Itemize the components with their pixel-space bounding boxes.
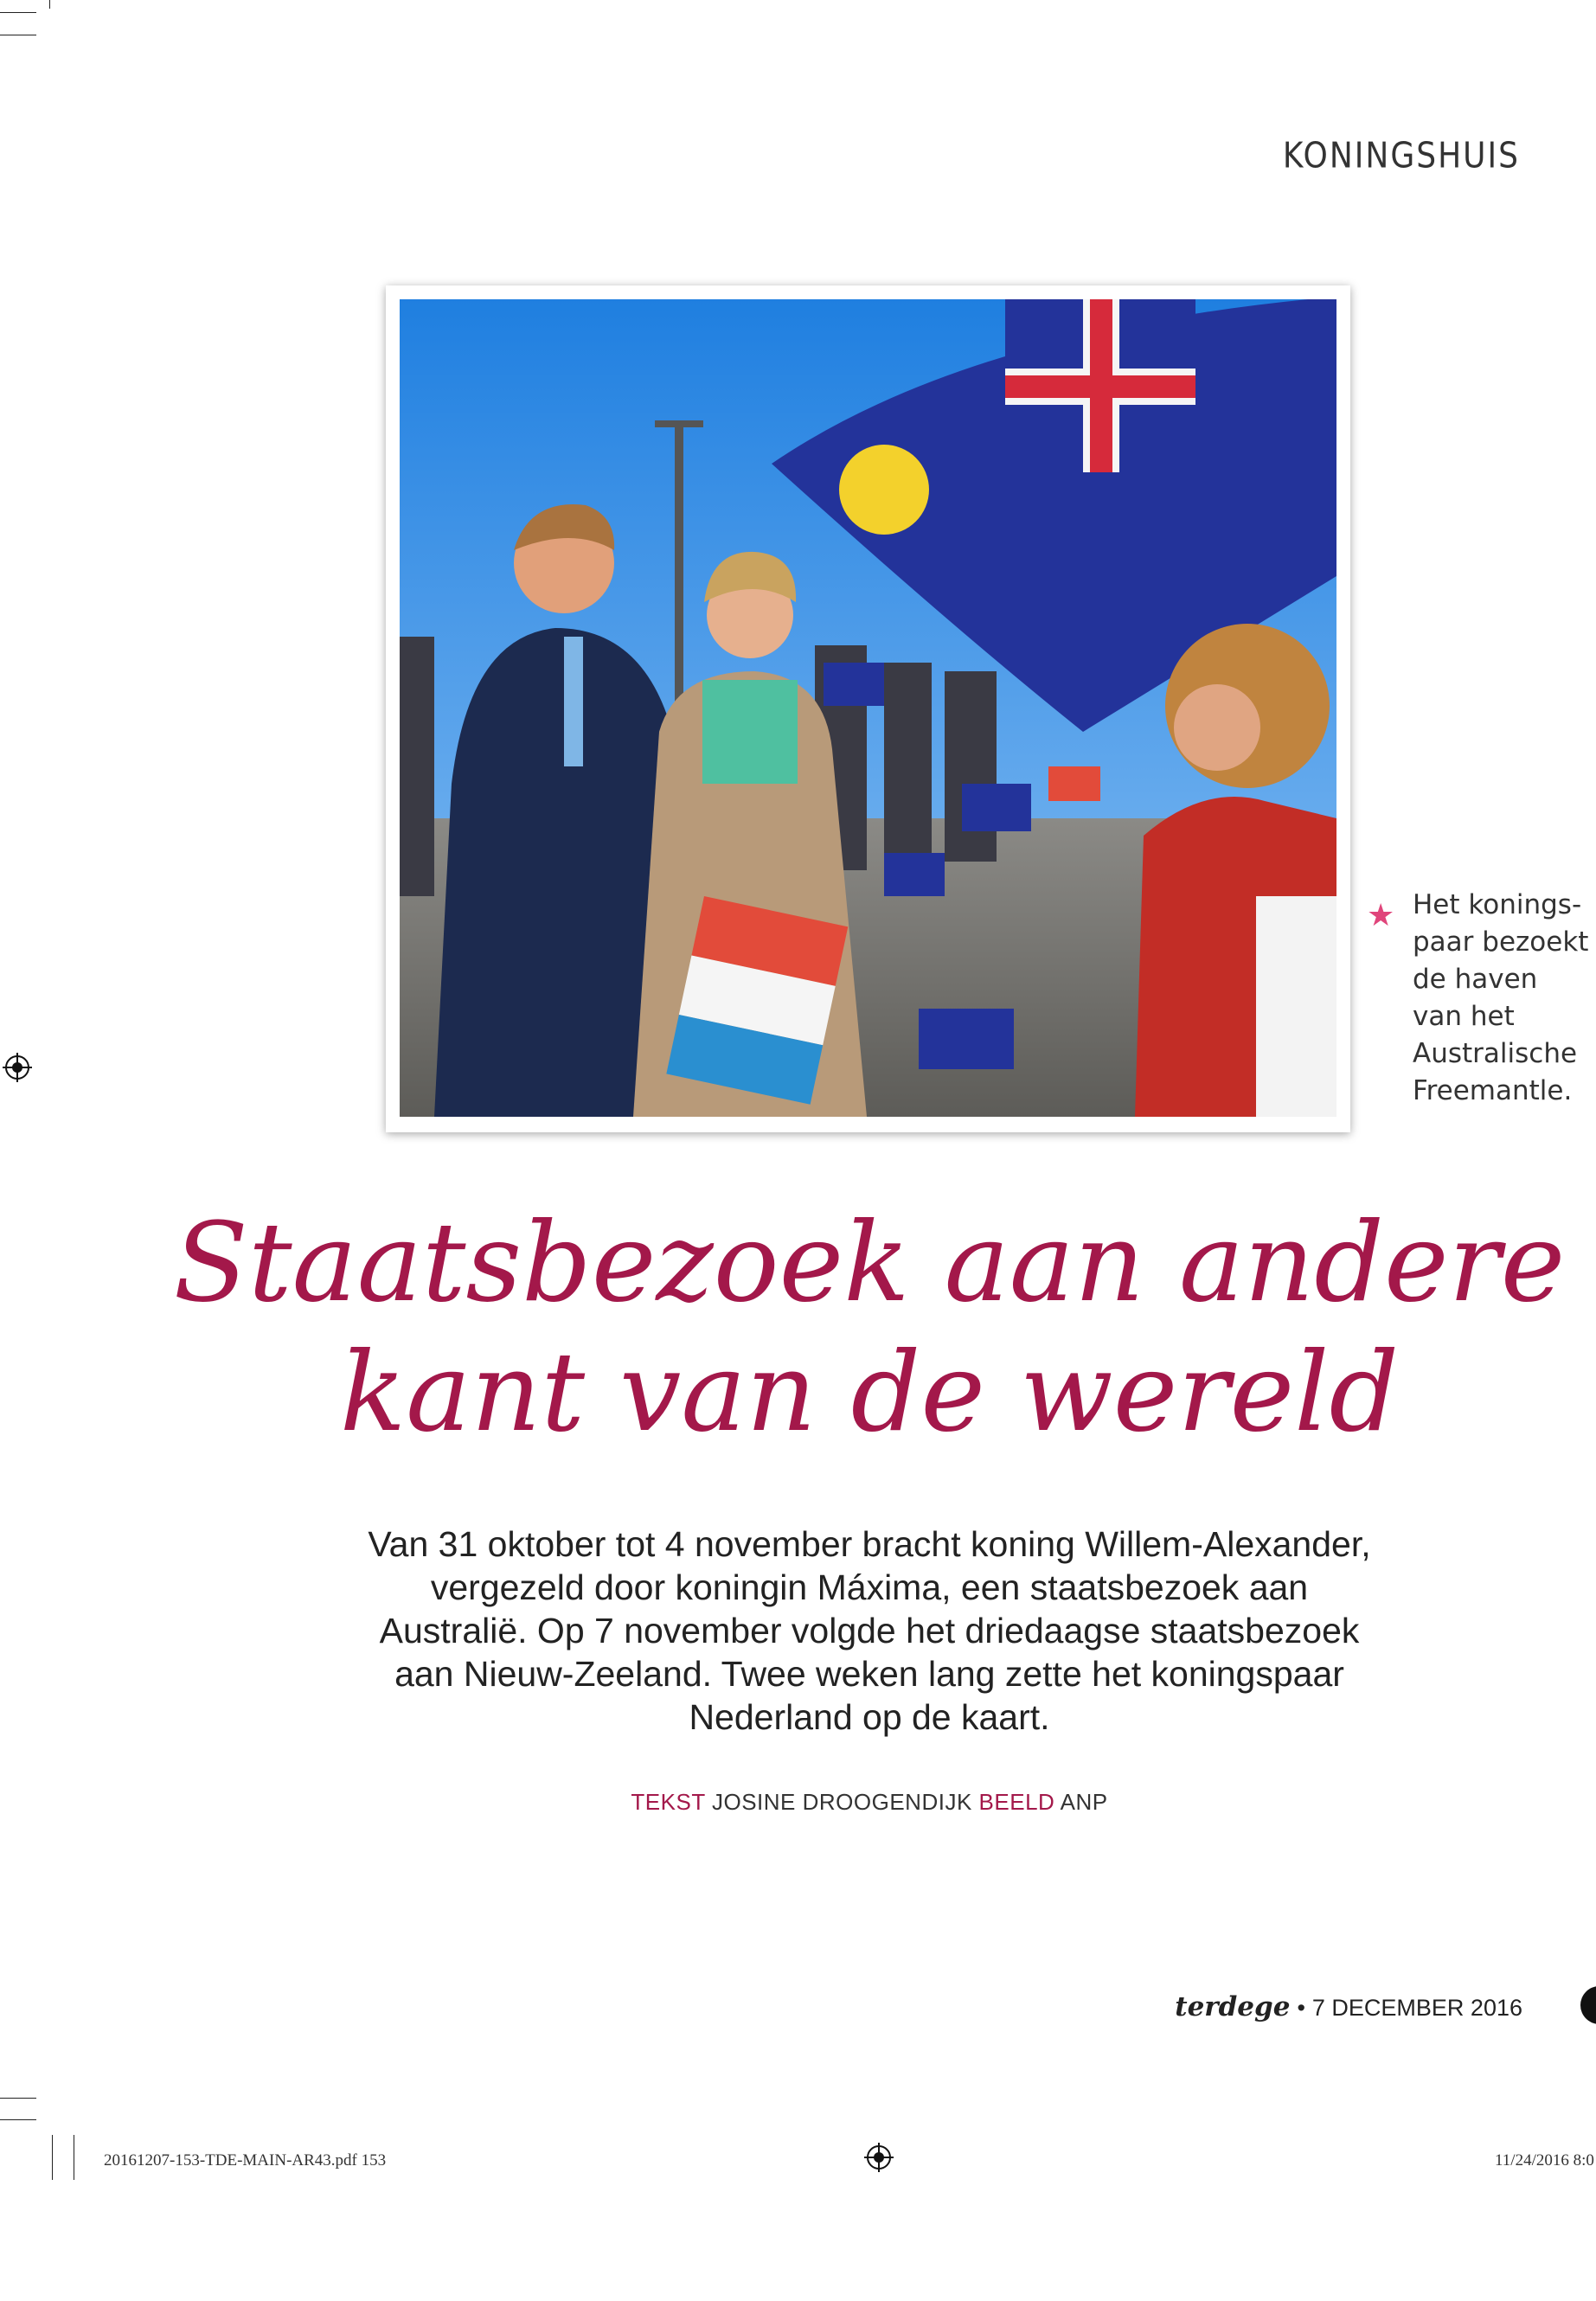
article-credits: [0, 1789, 1596, 1816]
issue-date: 7 DECEMBER 2016: [1311, 1995, 1522, 2021]
intro-line: vergezeld door koningin Máxima, een staatsbezoek aan: [430, 1567, 1309, 1607]
crop-mark: [0, 2119, 36, 2120]
caption-line: paar bezoekt: [1413, 926, 1589, 958]
photo-illustration: [400, 299, 1336, 1117]
intro-line: aan Nieuw-Zeeland. Twee weken lang zette het koningspaar: [394, 1654, 1344, 1694]
caption-line: Het konings-: [1413, 889, 1582, 920]
credit-text-label: TEKST: [631, 1789, 706, 1815]
photo-caption: [1413, 887, 1589, 1110]
credit-image-label: BEELD: [978, 1789, 1055, 1815]
intro-line: Australië. Op 7 november volgde het driedaagse staatsbezoek: [379, 1611, 1360, 1650]
article-headline: [173, 1198, 1566, 1458]
footer-brand: [1175, 1991, 1522, 2022]
registration-mark-icon: [3, 1053, 32, 1082]
intro-line: Van 31 oktober tot 4 november bracht koning Willem-Alexander,: [368, 1524, 1371, 1564]
print-slug-date: 11/24/2016 8:0: [1495, 2151, 1594, 2170]
crop-mark: [0, 2098, 36, 2099]
article-photo: [400, 299, 1336, 1117]
credit-image-source: ANP: [1060, 1789, 1108, 1815]
crop-mark: [52, 2135, 53, 2180]
caption-line: van het: [1413, 1001, 1515, 1032]
section-label: KONINGSHUIS: [1282, 135, 1520, 177]
king-tie: [564, 637, 583, 766]
headline-line: Staatsbezoek aan andere: [173, 1199, 1566, 1326]
crop-mark: [0, 12, 36, 13]
registration-mark-icon: [864, 2143, 894, 2172]
brand-logo: terdege: [1175, 1991, 1291, 2022]
crop-mark: [49, 0, 50, 9]
article-intro: [285, 1522, 1453, 1739]
separator-dot: •: [1297, 1995, 1305, 2021]
caption-line: Australische: [1413, 1038, 1578, 1069]
page-number-tab: [1580, 1986, 1596, 2024]
print-slug-file: 20161207-153-TDE-MAIN-AR43.pdf 153: [104, 2151, 387, 2170]
headline-line: kant van de wereld: [339, 1329, 1400, 1456]
credit-author: JOSINE DROOGENDIJK: [711, 1789, 972, 1815]
caption-line: Freemantle.: [1413, 1075, 1573, 1106]
star-icon: ★: [1367, 897, 1395, 933]
lamp-head: [655, 420, 703, 427]
intro-line: Nederland op de kaart.: [689, 1697, 1050, 1737]
caption-line: de haven: [1413, 964, 1538, 995]
photo-frame: [386, 285, 1350, 1132]
